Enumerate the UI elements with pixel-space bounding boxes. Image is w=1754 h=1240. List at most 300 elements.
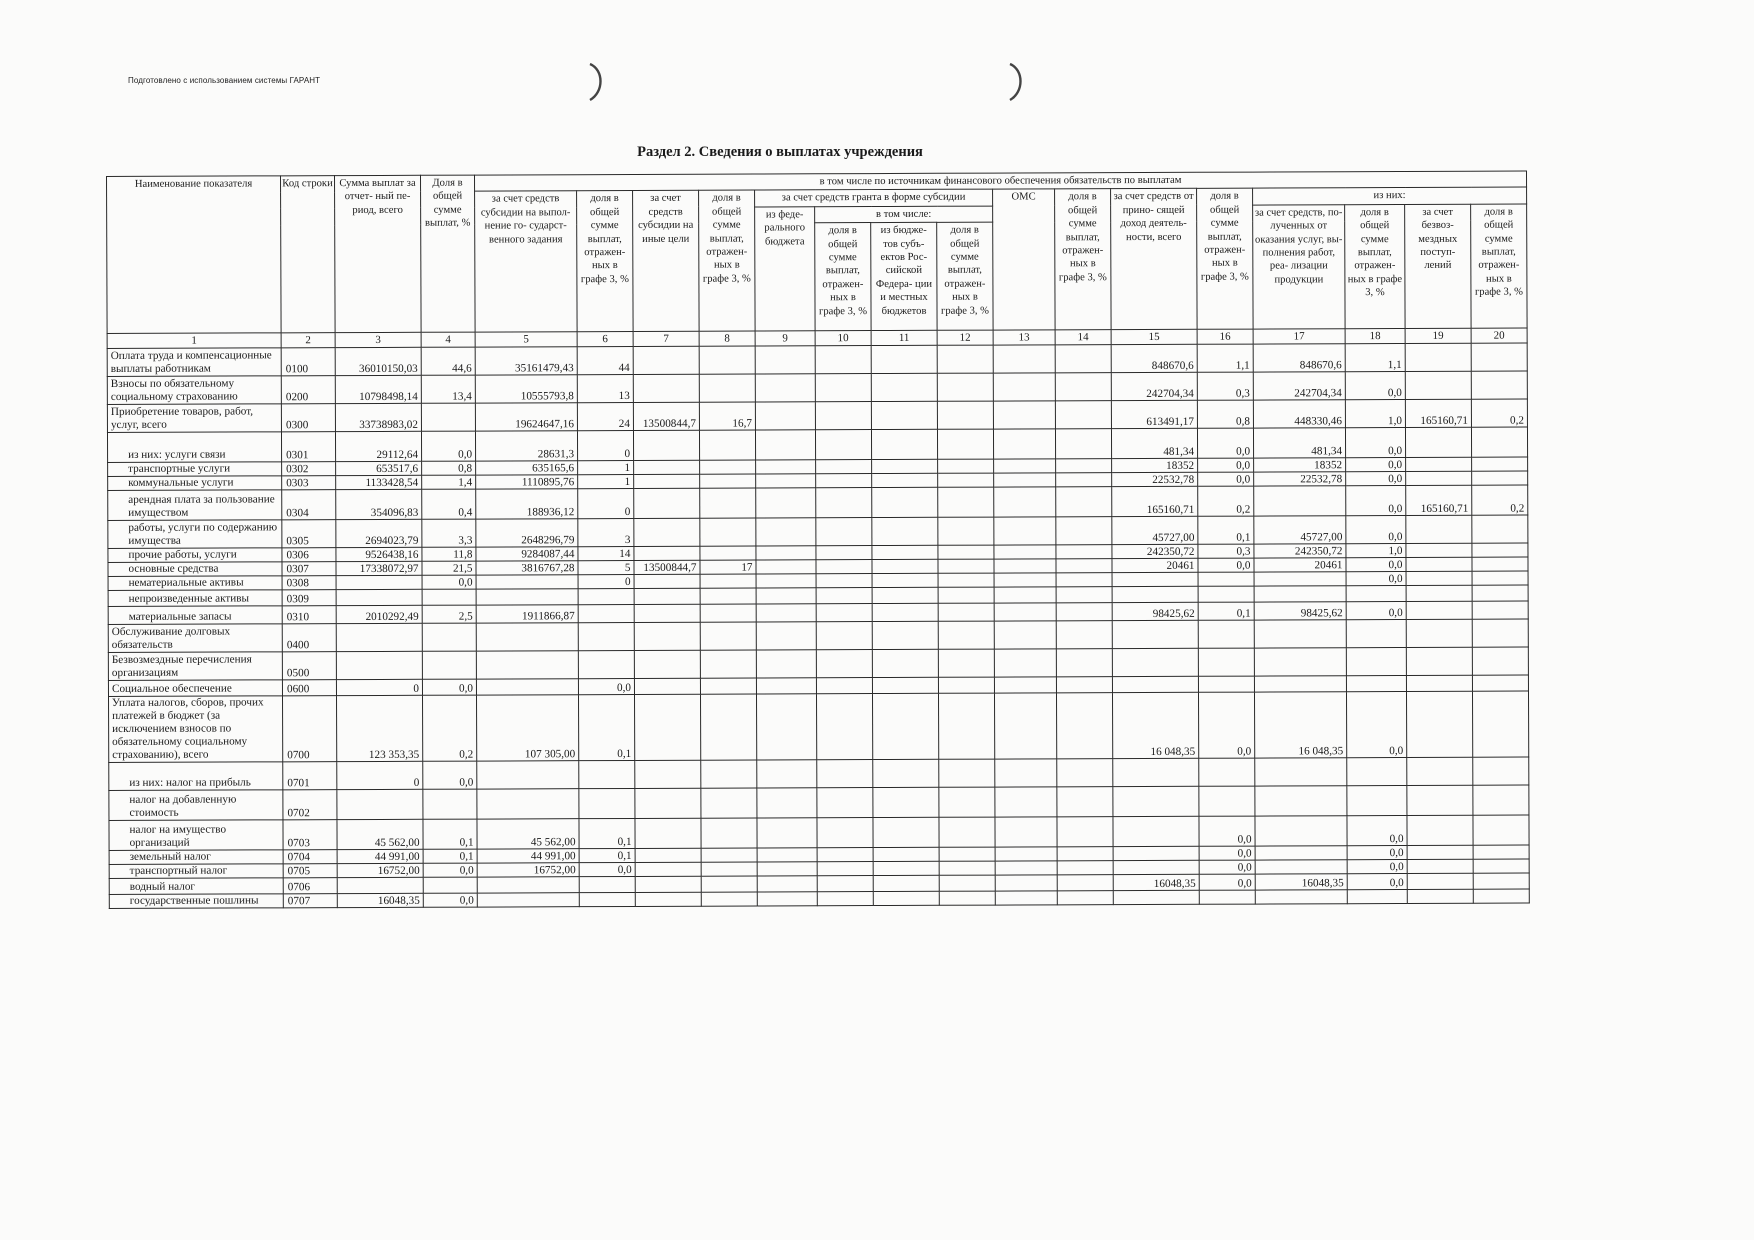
cell-col-6 <box>579 789 635 819</box>
cell-col-12 <box>938 677 994 693</box>
cell-col-3 <box>336 652 422 680</box>
cell-col-7: 13500844,7 <box>633 402 699 430</box>
cell-col-10 <box>816 622 872 650</box>
cell-col-18: 0,0 <box>1346 692 1406 758</box>
cell-col-10 <box>815 430 871 460</box>
cell-col-10 <box>817 848 873 862</box>
header-subsidy-other: за счет средств субсидии на иные цели <box>633 191 700 332</box>
cell-col-10 <box>815 402 871 430</box>
column-number: 1 <box>107 333 281 349</box>
cell-col-5: 44 991,00 <box>477 849 579 863</box>
row-code: 0309 <box>282 590 336 606</box>
cell-col-9 <box>756 560 816 574</box>
cell-col-11 <box>872 694 938 760</box>
cell-col-6 <box>579 877 635 893</box>
cell-col-8 <box>700 588 756 604</box>
cell-col-9 <box>756 604 816 622</box>
cell-col-4: 0,1 <box>423 849 477 863</box>
cell-col-18: 0,0 <box>1346 516 1406 544</box>
cell-col-13 <box>995 787 1057 817</box>
cell-col-4 <box>422 651 476 679</box>
cell-col-12 <box>937 345 993 373</box>
cell-col-3: 44 991,00 <box>337 850 423 864</box>
cell-col-13 <box>995 847 1057 861</box>
cell-col-11 <box>871 402 937 430</box>
cell-col-9 <box>755 402 815 430</box>
cell-col-9 <box>756 546 816 560</box>
cell-col-17 <box>1255 786 1347 816</box>
cell-col-12 <box>938 693 994 759</box>
cell-col-10 <box>817 760 873 788</box>
cell-col-13 <box>994 649 1056 677</box>
cell-col-9 <box>757 760 817 788</box>
cell-col-16: 0,2 <box>1198 486 1254 516</box>
cell-col-12 <box>937 373 993 401</box>
cell-col-15: 242704,34 <box>1111 373 1197 401</box>
row-code: 0306 <box>282 548 336 562</box>
cell-col-11 <box>872 604 938 622</box>
cell-col-18: 0,0 <box>1346 458 1406 472</box>
cell-col-14 <box>1057 861 1113 875</box>
cell-col-8 <box>700 604 756 622</box>
row-name: транспортные услуги <box>108 462 282 477</box>
cell-col-13 <box>994 587 1056 603</box>
cell-col-15: 98425,62 <box>1112 603 1198 621</box>
cell-col-11 <box>872 460 938 474</box>
cell-col-17: 481,34 <box>1253 428 1345 458</box>
cell-col-10 <box>816 678 872 694</box>
cell-col-8 <box>700 460 756 474</box>
cell-col-17: 20461 <box>1254 558 1346 572</box>
cell-col-18: 0,0 <box>1345 428 1405 458</box>
cell-col-16: 0,0 <box>1198 558 1254 572</box>
cell-col-5: 188936,12 <box>476 489 578 519</box>
cell-col-13 <box>994 693 1056 759</box>
punch-hole-mark-left <box>582 62 622 102</box>
cell-col-6 <box>578 623 634 651</box>
cell-col-4 <box>423 877 477 893</box>
cell-col-15: 165160,71 <box>1112 487 1198 517</box>
cell-col-15 <box>1112 573 1198 587</box>
cell-col-9 <box>756 650 816 678</box>
cell-col-18 <box>1346 586 1406 602</box>
cell-col-13 <box>994 487 1056 517</box>
cell-col-8 <box>700 474 756 488</box>
cell-col-19 <box>1406 471 1472 485</box>
cell-col-20 <box>1472 585 1528 601</box>
cell-col-19 <box>1406 571 1472 585</box>
cell-col-12 <box>939 759 995 787</box>
cell-col-16 <box>1198 676 1254 692</box>
row-name: прочие работы, услуги <box>108 548 282 563</box>
header-oms: ОМС <box>993 189 1056 330</box>
cell-col-17: 98425,62 <box>1254 602 1346 620</box>
cell-col-15: 45727,00 <box>1112 517 1198 545</box>
row-name: из них: услуги связи <box>107 432 281 463</box>
column-number: 5 <box>475 332 577 347</box>
row-code: 0304 <box>282 490 336 520</box>
cell-col-12 <box>939 891 995 905</box>
cell-col-4: 0,2 <box>422 695 476 761</box>
cell-col-6: 13 <box>577 375 633 403</box>
column-number: 10 <box>815 331 871 346</box>
cell-col-17 <box>1255 890 1347 904</box>
cell-col-20: 0,2 <box>1471 399 1527 427</box>
cell-col-7 <box>633 374 699 402</box>
cell-col-15 <box>1113 759 1199 787</box>
row-name: материальные запасы <box>108 606 282 625</box>
cell-col-4: 0,0 <box>421 431 475 461</box>
row-code: 0400 <box>282 624 336 652</box>
cell-col-18: 0,0 <box>1346 602 1406 620</box>
row-name: государственные пошлины <box>109 894 283 909</box>
cell-col-7 <box>634 588 700 604</box>
cell-col-20 <box>1473 757 1529 785</box>
cell-col-8 <box>699 430 755 460</box>
cell-col-5: 1911866,87 <box>476 605 578 623</box>
cell-col-14 <box>1056 649 1112 677</box>
cell-col-11 <box>872 518 938 546</box>
row-code: 0704 <box>283 850 337 864</box>
cell-col-19 <box>1406 601 1472 619</box>
cell-col-15: 848670,6 <box>1111 345 1197 373</box>
cell-col-14 <box>1056 587 1112 603</box>
cell-col-11 <box>871 430 937 460</box>
column-number: 16 <box>1197 329 1253 344</box>
cell-col-14 <box>1055 345 1111 373</box>
header-income: за счет средств от прино- сящей доход деятель- ности, всего <box>1111 189 1198 330</box>
cell-col-3: 33738983,02 <box>335 404 421 432</box>
cell-col-20 <box>1473 873 1529 889</box>
cell-col-14 <box>1056 459 1112 473</box>
row-name: непроизведенные активы <box>108 590 282 607</box>
table-body <box>107 343 1529 908</box>
cell-col-8 <box>699 374 755 402</box>
cell-col-12 <box>938 603 994 621</box>
cell-col-16: 0,0 <box>1199 860 1255 874</box>
cell-col-4: 0,1 <box>423 819 477 849</box>
cell-col-7 <box>633 346 699 374</box>
cell-col-11 <box>872 588 938 604</box>
cell-col-19 <box>1407 889 1473 903</box>
cell-col-15: 613491,17 <box>1111 401 1197 429</box>
cell-col-6 <box>579 761 635 789</box>
cell-col-19: 165160,71 <box>1405 399 1471 427</box>
cell-col-4 <box>423 789 477 819</box>
cell-col-3: 2694023,79 <box>336 520 422 548</box>
cell-col-12 <box>938 517 994 545</box>
row-name: нематериальные активы <box>108 576 282 591</box>
header-share-18: доля в общей сумме выплат, отражен- ных в графе 3, % <box>1345 204 1405 329</box>
cell-col-16: 1,1 <box>1197 344 1253 372</box>
cell-col-15: 481,34 <box>1111 429 1197 459</box>
cell-col-17: 16 048,35 <box>1254 692 1346 758</box>
cell-col-15 <box>1112 621 1198 649</box>
cell-col-15 <box>1112 649 1198 677</box>
cell-col-13 <box>994 603 1056 621</box>
cell-col-12 <box>938 559 994 573</box>
cell-col-3: 0 <box>336 680 422 696</box>
cell-col-8 <box>701 892 757 906</box>
cell-col-20 <box>1473 815 1529 845</box>
cell-col-7 <box>634 488 700 518</box>
row-code: 0500 <box>282 652 336 680</box>
cell-col-14 <box>1055 401 1111 429</box>
cell-col-17: 848670,6 <box>1253 344 1345 372</box>
cell-col-9 <box>755 430 815 460</box>
cell-col-16 <box>1199 890 1255 904</box>
cell-col-18 <box>1346 648 1406 676</box>
cell-col-4: 44,6 <box>421 347 475 375</box>
cell-col-7 <box>635 818 701 848</box>
cell-col-3: 653517,6 <box>336 462 422 476</box>
cell-col-11 <box>873 862 939 876</box>
cell-col-16 <box>1198 586 1254 602</box>
row-code: 0300 <box>281 404 335 432</box>
cell-col-20 <box>1472 471 1528 485</box>
cell-col-5 <box>477 761 579 789</box>
cell-col-19 <box>1405 371 1471 399</box>
cell-col-13 <box>995 759 1057 787</box>
cell-col-4: 1,4 <box>422 475 476 489</box>
row-name: работы, услуги по содержанию имущества <box>108 520 282 549</box>
row-name: Оплата труда и компенсационные выплаты работникам <box>107 348 281 377</box>
cell-col-10 <box>816 488 872 518</box>
cell-col-8 <box>700 518 756 546</box>
cell-col-13 <box>994 545 1056 559</box>
cell-col-5: 9284087,44 <box>476 547 578 561</box>
cell-col-3 <box>336 590 422 606</box>
table-head <box>107 171 1528 334</box>
cell-col-18: 0,0 <box>1347 860 1407 874</box>
row-code: 0705 <box>283 864 337 878</box>
cell-col-16: 0,0 <box>1197 428 1253 458</box>
cell-col-10 <box>817 876 873 892</box>
cell-col-12 <box>938 649 994 677</box>
cell-col-17: 16048,35 <box>1255 874 1347 890</box>
cell-col-13 <box>994 559 1056 573</box>
cell-col-19: 165160,71 <box>1406 485 1472 515</box>
cell-col-20 <box>1472 543 1528 557</box>
cell-col-8 <box>701 876 757 892</box>
cell-col-10 <box>816 574 872 588</box>
cell-col-19 <box>1406 619 1472 647</box>
cell-col-20 <box>1471 371 1527 399</box>
cell-col-17: 22532,78 <box>1254 472 1346 486</box>
header-code: Код строки <box>281 176 336 333</box>
cell-col-17 <box>1255 758 1347 786</box>
cell-col-19 <box>1406 457 1472 471</box>
row-code: 0707 <box>283 894 337 908</box>
cell-col-3 <box>336 624 422 652</box>
cell-col-4: 21,5 <box>422 561 476 575</box>
cell-col-17 <box>1254 586 1346 602</box>
garant-note: Подготовлено с использованием системы ГАРАНТ <box>128 76 321 85</box>
cell-col-7 <box>634 518 700 546</box>
header-services: за счет средств, по- лученных от оказания услуг, вы- полнения работ, реа- лизации продукции <box>1253 205 1345 330</box>
cell-col-3: 0 <box>337 762 423 790</box>
cell-col-7 <box>635 876 701 892</box>
cell-col-15: 18352 <box>1112 459 1198 473</box>
row-name: Взносы по обязательному социальному страхованию <box>107 376 281 405</box>
cell-col-3: 36010150,03 <box>335 348 421 376</box>
cell-col-19 <box>1407 815 1473 845</box>
column-number: 11 <box>871 331 937 346</box>
column-number: 14 <box>1055 330 1111 345</box>
header-share-6: доля в общей сумме выплат, отражен- ных в графе 3, % <box>577 191 634 332</box>
cell-col-16: 0,0 <box>1198 472 1254 486</box>
cell-col-11 <box>872 546 938 560</box>
cell-col-6: 1 <box>578 461 634 475</box>
cell-col-12 <box>938 487 994 517</box>
cell-col-7 <box>635 892 701 906</box>
header-regional: из бюдже- тов субъ- ектов Рос- сийской Федера- ции и местных бюджетов <box>871 223 937 331</box>
cell-col-18: 0,0 <box>1347 816 1407 846</box>
cell-col-20 <box>1472 515 1528 543</box>
cell-col-15: 20461 <box>1112 559 1198 573</box>
cell-col-17 <box>1254 648 1346 676</box>
cell-col-15 <box>1113 787 1199 817</box>
cell-col-10 <box>817 892 873 906</box>
cell-col-19 <box>1405 427 1471 457</box>
cell-col-5: 35161479,43 <box>475 347 577 375</box>
cell-col-4: 0,0 <box>422 679 476 695</box>
cell-col-3: 45 562,00 <box>337 820 423 850</box>
cell-col-8 <box>700 574 756 588</box>
cell-col-12 <box>938 573 994 587</box>
table-row <box>108 691 1528 762</box>
cell-col-6: 0 <box>577 431 633 461</box>
cell-col-5 <box>477 893 579 907</box>
cell-col-7 <box>634 694 700 760</box>
cell-col-15: 22532,78 <box>1112 473 1198 487</box>
cell-col-13 <box>993 373 1055 401</box>
cell-col-7 <box>635 788 701 818</box>
cell-col-7 <box>635 848 701 862</box>
cell-col-16: 0,8 <box>1197 400 1253 428</box>
cell-col-14 <box>1056 473 1112 487</box>
cell-col-7 <box>635 862 701 876</box>
row-name: налог на добавленную стоимость <box>109 790 283 821</box>
cell-col-12 <box>939 875 995 891</box>
cell-col-20 <box>1472 571 1528 585</box>
cell-col-4: 2,5 <box>422 605 476 623</box>
row-code: 0600 <box>282 680 336 696</box>
cell-col-14 <box>1056 693 1112 759</box>
cell-col-16: 0,1 <box>1198 602 1254 620</box>
cell-col-11 <box>872 474 938 488</box>
header-share-16: доля в общей сумме выплат, отражен- ных в графе 3, % <box>1197 189 1254 330</box>
column-number: 13 <box>993 330 1055 345</box>
row-name: налог на имущество организаций <box>109 820 283 851</box>
cell-col-14 <box>1057 817 1113 847</box>
cell-col-10 <box>816 474 872 488</box>
cell-col-16 <box>1198 648 1254 676</box>
row-name: Безвозмездные перечисления организациям <box>108 652 282 681</box>
cell-col-17: 45727,00 <box>1254 516 1346 544</box>
cell-col-8 <box>700 546 756 560</box>
cell-col-15 <box>1112 677 1198 693</box>
cell-col-18: 1,1 <box>1345 344 1405 372</box>
cell-col-5 <box>477 789 579 819</box>
cell-col-12 <box>938 587 994 603</box>
header-grant-group: за счет средств гранта в форме субсидии <box>755 190 993 207</box>
cell-col-8 <box>700 488 756 518</box>
row-code: 0302 <box>282 462 336 476</box>
cell-col-6: 0,1 <box>578 695 634 761</box>
cell-col-5: 2648296,79 <box>476 519 578 547</box>
payments-table-wrapper <box>106 171 1530 910</box>
row-name: Приобретение товаров, работ, услуг, всего <box>107 404 281 433</box>
cell-col-14 <box>1056 621 1112 649</box>
header-of-which: из них: <box>1253 187 1527 204</box>
cell-col-15 <box>1113 891 1199 905</box>
header-name: Наименование показателя <box>107 176 282 334</box>
cell-col-7 <box>633 430 699 460</box>
cell-col-3: 2010292,49 <box>336 606 422 624</box>
cell-col-11 <box>872 488 938 518</box>
cell-col-10 <box>816 650 872 678</box>
row-code: 0301 <box>281 432 335 462</box>
cell-col-10 <box>816 604 872 622</box>
cell-col-11 <box>873 818 939 848</box>
cell-col-4 <box>422 623 476 651</box>
cell-col-5: 28631,3 <box>475 431 577 461</box>
cell-col-16: 0,0 <box>1199 816 1255 846</box>
row-code: 0308 <box>282 576 336 590</box>
cell-col-14 <box>1056 487 1112 517</box>
cell-col-14 <box>1055 429 1111 459</box>
cell-col-6 <box>578 605 634 623</box>
cell-col-8 <box>701 788 757 818</box>
cell-col-11 <box>872 622 938 650</box>
cell-col-7 <box>634 678 700 694</box>
cell-col-17: 18352 <box>1254 458 1346 472</box>
row-name: коммунальные услуги <box>108 476 282 491</box>
cell-col-6: 0,0 <box>578 679 634 695</box>
cell-col-8 <box>701 818 757 848</box>
cell-col-6: 0 <box>578 489 634 519</box>
cell-col-20 <box>1471 343 1527 371</box>
cell-col-8: 16,7 <box>699 402 755 430</box>
cell-col-9 <box>756 622 816 650</box>
cell-col-6: 0,1 <box>579 849 635 863</box>
cell-col-15 <box>1113 861 1199 875</box>
cell-col-16: 0,3 <box>1197 372 1253 400</box>
cell-col-5 <box>476 575 578 589</box>
cell-col-12 <box>937 401 993 429</box>
cell-col-8 <box>701 862 757 876</box>
cell-col-19 <box>1407 845 1473 859</box>
cell-col-17 <box>1255 860 1347 874</box>
column-number: 18 <box>1345 329 1405 344</box>
cell-col-8 <box>701 760 757 788</box>
cell-col-6 <box>579 893 635 907</box>
cell-col-18: 0,0 <box>1346 572 1406 586</box>
cell-col-12 <box>937 429 993 459</box>
cell-col-5: 107 305,00 <box>476 695 578 761</box>
cell-col-5: 16752,00 <box>477 863 579 877</box>
cell-col-11 <box>872 560 938 574</box>
cell-col-4: 0,0 <box>423 893 477 907</box>
cell-col-20 <box>1472 691 1528 757</box>
cell-col-15: 242350,72 <box>1112 545 1198 559</box>
cell-col-7 <box>634 622 700 650</box>
table-row <box>107 427 1527 462</box>
cell-col-10 <box>815 374 871 402</box>
cell-col-11 <box>873 788 939 818</box>
row-code: 0305 <box>282 520 336 548</box>
